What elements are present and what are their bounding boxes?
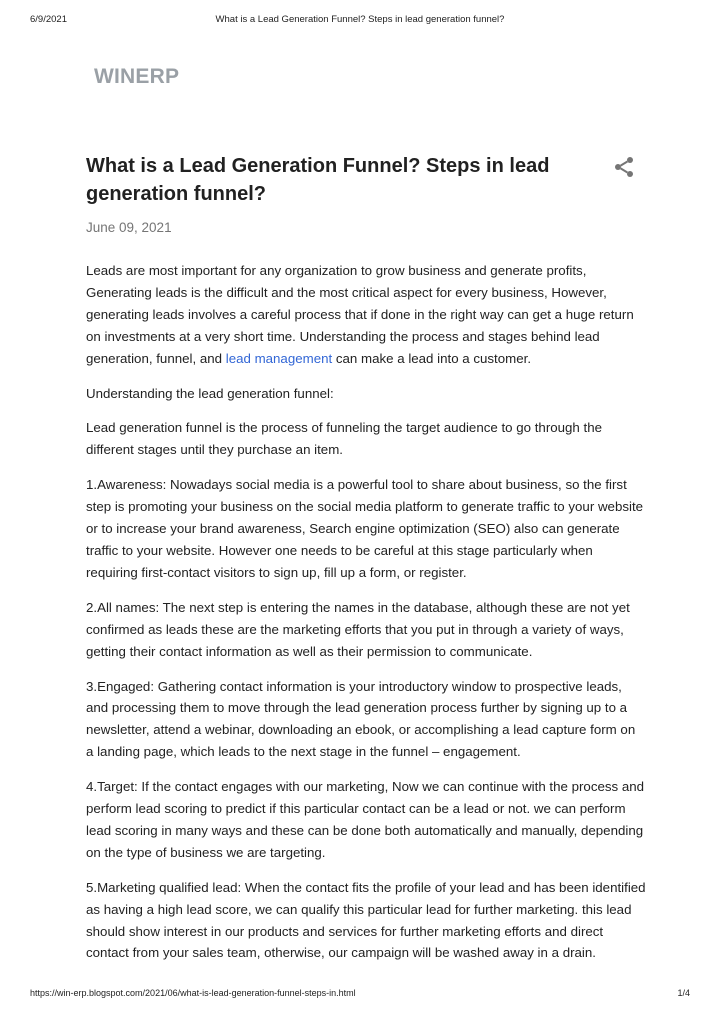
lead-management-link[interactable]: lead management	[225, 350, 333, 366]
print-date: 6/9/2021	[30, 14, 67, 25]
print-footer	[30, 988, 690, 1000]
page-url: https://win-erp.blogspot.com/2021/06/what-is-lead-generation-funnel-steps-in.html	[30, 988, 356, 998]
blog-logo[interactable]: WINERP	[94, 65, 180, 88]
intro-text: Leads are most important for any organization to grow business and generate profits, Generating leads is the difficult and the most critical aspect for every business, However, generating leads involves a careful process that if done in the right way can get a huge return on investments at a very short time. Understanding the process and stages behind lead generation, funnel, and	[86, 263, 634, 366]
intro-paragraph	[86, 260, 646, 370]
step-marketing-qualified-lead: 5.Marketing qualified lead: When the contact fits the profile of your lead and has been identified as having a high lead score, we can qualify this particular lead for further marketing. this lead should show interest in our products and services for further marketing efforts and direct contact from your sales team, otherwise, our campaign will be washed away in a drain.	[86, 879, 646, 961]
step-all-names: 2.All names: The next step is entering the names in the database, although these are not yet confirmed as leads these are the marketing efforts that you put in through a variety of ways, getting their contact information as well as their permission to communicate.	[86, 599, 630, 659]
step-target: 4.Target: If the contact engages with our marketing, Now we can continue with the process and perform lead scoring to predict if this particular contact can be a lead or not. we can perform lead scoring in many ways and these can be done both automatically and manually, depending on the type of business we are targeting.	[86, 779, 645, 860]
intro-text-end: can make a lead into a customer.	[332, 350, 532, 366]
post-title: What is a Lead Generation Funnel? Steps in lead generation funnel?	[86, 155, 550, 205]
print-header	[30, 14, 690, 28]
step-awareness: 1.Awareness: Nowadays social media is a powerful tool to share about business, so the first step is promoting your business on the social media platform to generate traffic to your website or to increase your brand awareness, Search engine optimization (SEO) also can generate traffic to your website. However one needs to be careful at this stage particularly when requiring first-contact visitors to sign up, fill up a form, or register.	[86, 477, 644, 580]
page-number: 1/4	[677, 988, 690, 998]
body-paragraph: Lead generation funnel is the process of funneling the target audience to go through the different stages until they purchase an item.	[86, 420, 603, 458]
section-heading: Understanding the lead generation funnel:	[86, 385, 334, 401]
post-date: June 09, 2021	[86, 220, 172, 235]
step-engaged: 3.Engaged: Gathering contact information is your introductory window to prospective leads, and processing them to move through the lead generation process further by signing up to a newsletter, attend a webinar, downloading an ebook, or accomplishing a lead capture form on a landing page, which leads to the next stage in the funnel – engagement.	[86, 678, 636, 760]
post-body	[86, 260, 646, 977]
share-icon[interactable]	[612, 155, 636, 179]
print-doc-title: What is a Lead Generation Funnel? Steps in lead generation funnel?	[215, 14, 505, 25]
